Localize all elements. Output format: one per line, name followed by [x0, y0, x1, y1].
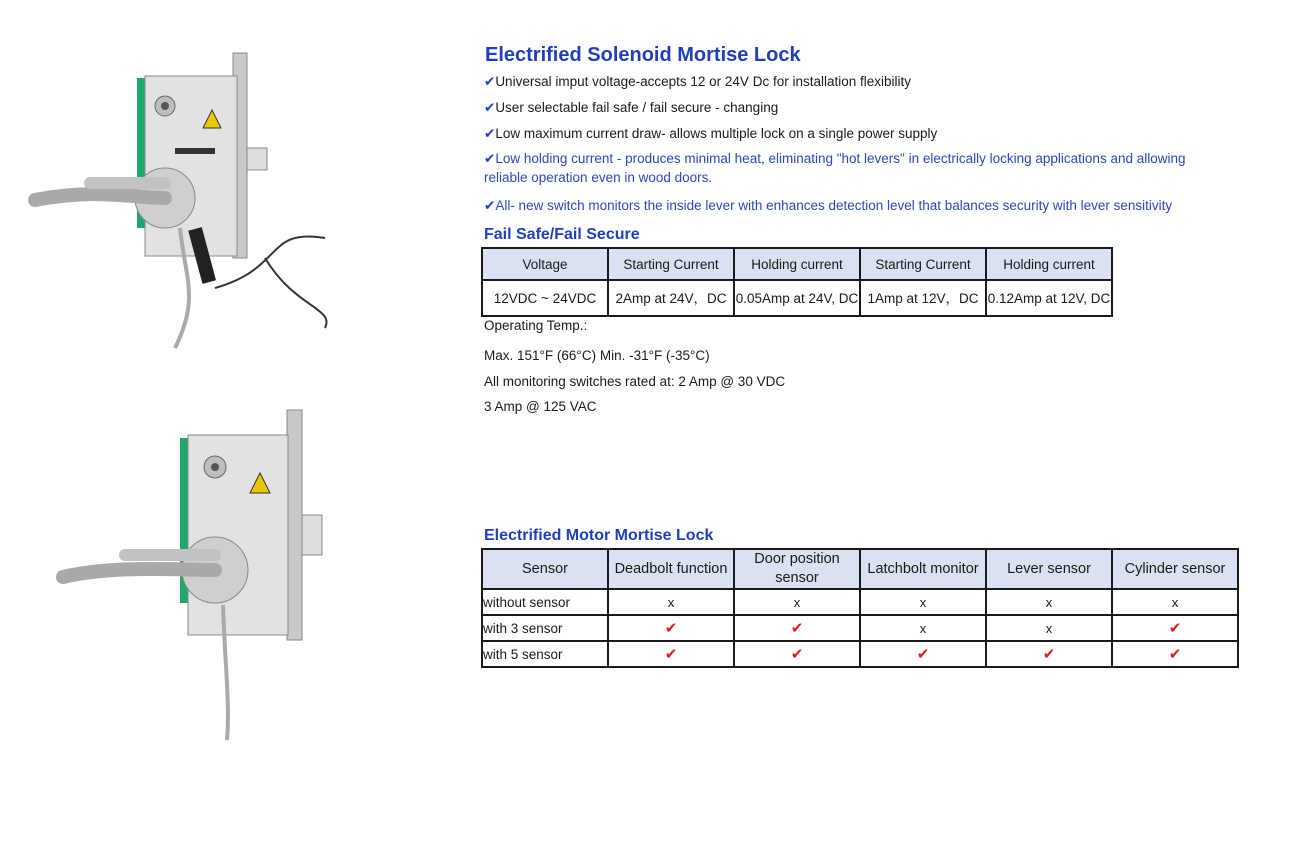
feature-lever-monitor: ✔All- new switch monitors the inside lever with enhances detection level that balances security with lever sensitivity	[484, 198, 1173, 213]
cell-mark: x	[860, 589, 986, 615]
table-header-row	[482, 248, 1112, 280]
header-latchbolt-monitor: Latchbolt monitor	[860, 549, 986, 589]
solenoid-title: Electrified Solenoid Mortise Lock	[485, 44, 801, 66]
header-starting-current-12: Starting Current	[860, 248, 986, 280]
spec-switch-rating-ac: 3 Amp @ 125 VAC	[484, 399, 597, 414]
table-row	[482, 280, 1112, 316]
feature-current-draw: ✔Low maximum current draw- allows multiple lock on a single power supply	[484, 126, 938, 141]
check-icon: ✔	[484, 151, 496, 166]
check-icon: ✔	[484, 74, 496, 89]
check-icon: ✔	[484, 126, 496, 141]
cell-mark: x	[1112, 589, 1238, 615]
cell-mark: x	[608, 589, 734, 615]
feature-voltage: ✔Universal imput voltage-accepts 12 or 24V Dc for installation flexibility	[484, 74, 911, 89]
table-row	[482, 641, 1238, 667]
table-header-row	[482, 549, 1238, 589]
feature-fail-mode: ✔User selectable fail safe / fail secure - changing	[484, 100, 779, 115]
cell-voltage: 12VDC ~ 24VDC	[482, 280, 608, 316]
cell-starting-current-12: 1Amp at 12V，DC	[860, 280, 986, 316]
header-holding-current-12: Holding current	[986, 248, 1112, 280]
check-icon: ✔	[986, 641, 1112, 667]
feature-holding-current: ✔Low holding current - produces minimal heat, eliminating "hot levers" in electrically locking applications and allowing	[484, 151, 1186, 166]
cell-holding-current-24: 0.05Amp at 24V, DC	[734, 280, 860, 316]
header-lever-sensor: Lever sensor	[986, 549, 1112, 589]
check-icon: ✔	[860, 641, 986, 667]
motor-sensor-table	[481, 548, 1239, 668]
feature-holding-current-cont: reliable operation even in wood doors.	[484, 170, 713, 185]
spec-switch-rating: All monitoring switches rated at: 2 Amp @ 30 VDC	[484, 374, 786, 389]
header-cylinder-sensor: Cylinder sensor	[1112, 549, 1238, 589]
motor-lock-image	[55, 405, 345, 750]
check-icon: ✔	[608, 641, 734, 667]
failsafe-table	[481, 247, 1113, 317]
motor-title: Electrified Motor Mortise Lock	[484, 527, 714, 544]
header-deadbolt-function: Deadbolt function	[608, 549, 734, 589]
row-label: with 3 sensor	[482, 615, 608, 641]
cell-starting-current-24: 2Amp at 24V，DC	[608, 280, 734, 316]
cell-mark: x	[734, 589, 860, 615]
spec-operating-temp: Operating Temp.:	[484, 318, 588, 333]
check-icon: ✔	[1112, 615, 1238, 641]
table-row	[482, 615, 1238, 641]
header-sensor: Sensor	[482, 549, 608, 589]
check-icon: ✔	[734, 615, 860, 641]
header-holding-current-24: Holding current	[734, 248, 860, 280]
check-icon: ✔	[734, 641, 860, 667]
check-icon: ✔	[484, 100, 496, 115]
header-voltage: Voltage	[482, 248, 608, 280]
spec-temp-range: Max. 151°F (66°C) Min. -31°F (-35°C)	[484, 348, 710, 363]
cell-mark: x	[986, 589, 1112, 615]
check-icon: ✔	[1112, 641, 1238, 667]
header-door-position-sensor: Door position sensor	[734, 549, 860, 589]
check-icon: ✔	[484, 198, 496, 213]
failsafe-title: Fail Safe/Fail Secure	[484, 226, 640, 243]
row-label: with 5 sensor	[482, 641, 608, 667]
cell-holding-current-12: 0.12Amp at 12V, DC	[986, 280, 1112, 316]
header-starting-current-24: Starting Current	[608, 248, 734, 280]
solenoid-lock-image	[25, 48, 345, 358]
row-label: without sensor	[482, 589, 608, 615]
check-icon: ✔	[608, 615, 734, 641]
cell-mark: x	[986, 615, 1112, 641]
table-row	[482, 589, 1238, 615]
cell-mark: x	[860, 615, 986, 641]
